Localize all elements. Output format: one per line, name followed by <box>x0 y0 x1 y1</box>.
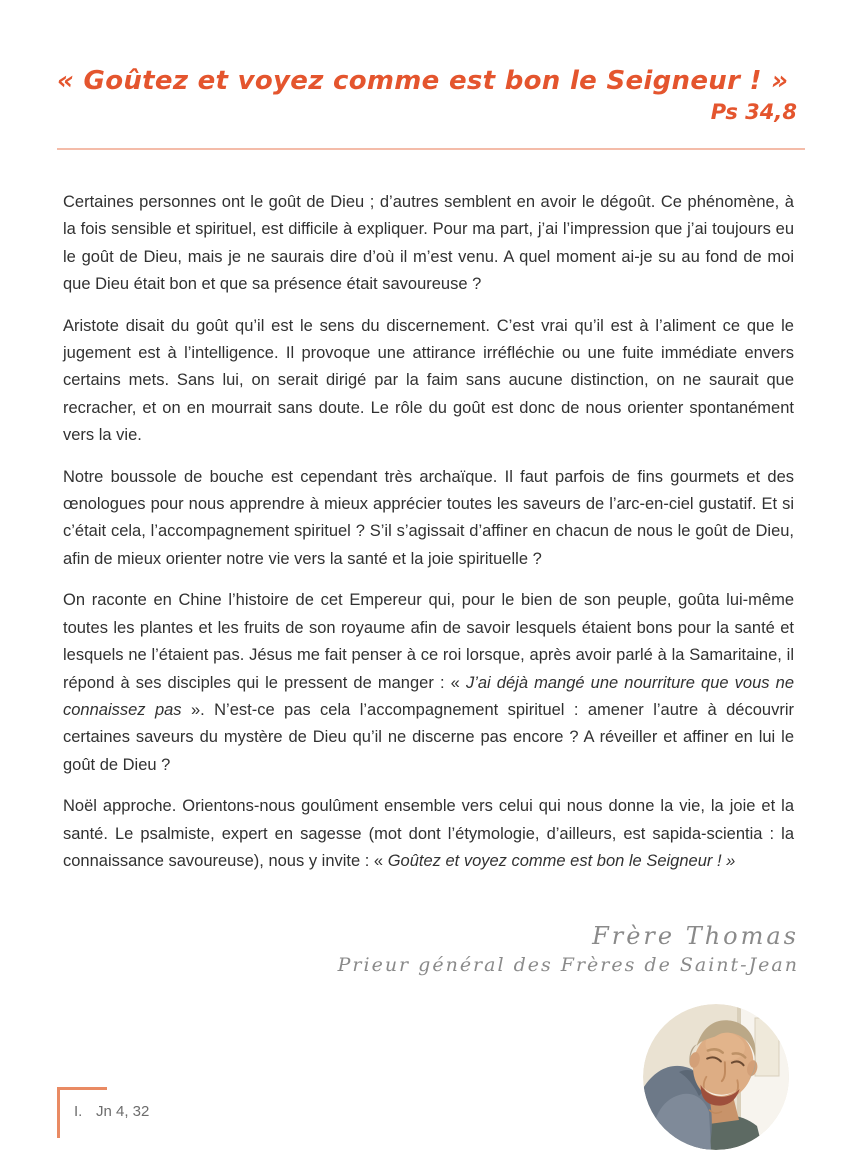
portrait-illustration <box>643 1004 789 1150</box>
paragraph <box>63 793 794 875</box>
scripture-quote: Goûtez et voyez comme est bon le Seigneur ! » <box>387 851 736 870</box>
paragraph: Aristote disait du goût qu’il est le sens du discernement. C’est vrai qu’il est à l’aliment ce que le jugement est à l’intelligence. Il provoque une attirance irréfléchie ou une fuite immédiate envers certains mets. Sans lui, on serait dirigé par la faim sans aucune distinction, on ne saurait que recracher, et on en mourrait sans doute. Le rôle du goût est donc de nous orienter spontanément vers la vie. <box>63 316 794 445</box>
paragraph-text: Noël approche. Orientons-nous goulûment ensemble vers celui qui nous donne la vie, la joie et la santé. Le psalmiste, expert en sagesse (mot dont l’étymologie, d’ailleurs, est sapida-scientia : la connaissance savoureuse), nous y invite : « <box>63 797 794 870</box>
footnote-marker: I. <box>74 1103 83 1120</box>
footnote-reference: Jn 4, 32 <box>96 1103 150 1120</box>
signature-block <box>338 922 799 978</box>
footnote <box>57 1090 267 1138</box>
psalm-reference: Ps 34,8 <box>710 100 797 124</box>
paragraph: Certaines personnes ont le goût de Dieu ; d’autres semblent en avoir le dégoût. Ce phénomène, à la fois sensible et spirituel, est difficile à expliquer. Pour ma part, j’ai l’impression que j’ai toujours eu le goût de Dieu, mais je ne saurais dire d’où il m’est venu. A quel moment ai-je su au fond de moi que Dieu était bon et que sa présence était savoureuse ? <box>63 193 794 294</box>
scripture-quote: J’ai déjà mangé une nourriture que vous ne connaissez pas <box>63 673 794 719</box>
footnote-text <box>60 1090 267 1120</box>
paragraph <box>63 587 794 779</box>
article-title: « Goûtez et voyez comme est bon le Seigneur ! » <box>57 66 789 96</box>
paragraph: Notre boussole de bouche est cependant très archaïque. Il faut parfois de fins gourmets et des œnologues pour nous apprendre à mieux apprécier toutes les saveurs de l’arc-en-ciel gustatif. Et si c’était cela, l’accompagnement spirituel ? S’il s’agissait d’affiner en chacun de nous le goût de Dieu, afin de mieux orienter notre vie vers la santé et la joie spirituelle ? <box>63 467 794 568</box>
signature-name: Frère Thomas <box>592 922 799 950</box>
paragraph-text: On raconte en Chine l’histoire de cet Empereur qui, pour le bien de son peuple, goûta lui-même toutes les plantes et les fruits de son royaume afin de savoir lesquels étaient bons pour la santé et lesquels ne l’étaient pas. Jésus me fait penser à ce roi lorsque, après avoir parlé à la Samaritaine, il répond à ses disciples qui le pressent de manger : « <box>63 591 794 692</box>
header <box>57 66 797 124</box>
paragraph-text: ». N’est-ce pas cela l’accompagnement spirituel : amener l’autre à découvrir certaines saveurs du mystère de Dieu qu’il ne discerne pas encore ? A réveiller et affiner en lui le goût de Dieu ? <box>63 700 794 774</box>
portrait-photo <box>643 1004 789 1150</box>
article-body <box>63 189 794 889</box>
signature-role: Prieur général des Frères de Saint-Jean <box>337 954 799 976</box>
title-divider-rule <box>57 148 805 150</box>
